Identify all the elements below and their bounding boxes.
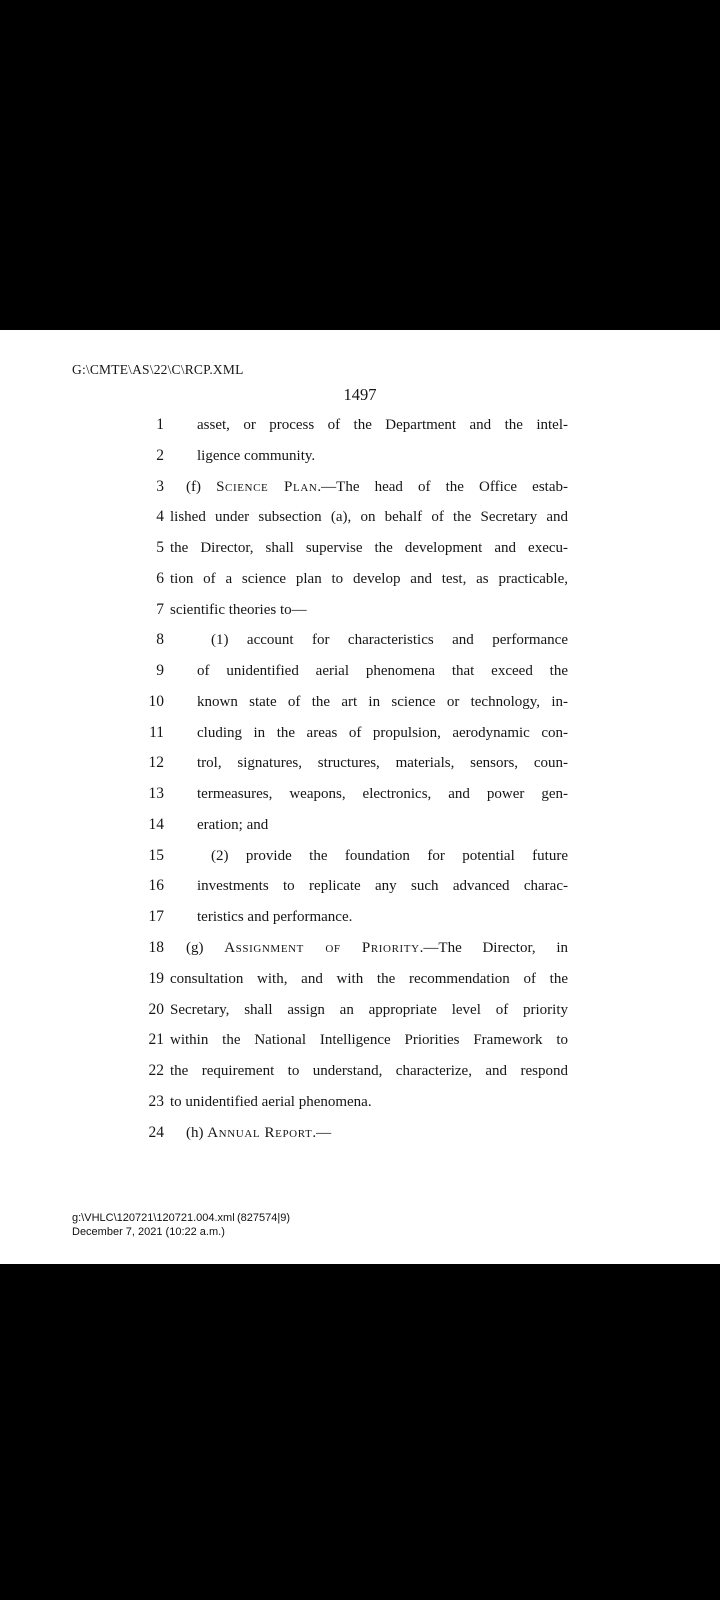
bill-line-text: eration; and — [197, 816, 269, 833]
bill-line — [0, 410, 720, 441]
page-number: 1497 — [343, 385, 377, 404]
bill-line-number: 22 — [148, 1062, 164, 1080]
bill-line-number: 3 — [156, 477, 164, 495]
bill-line-text: ligence community. — [197, 447, 316, 464]
bill-line — [0, 502, 720, 533]
bill-line-text: to unidentified aerial phenomena. — [170, 1093, 372, 1110]
bill-line — [0, 687, 720, 718]
bill-line-text: investments to replicate any such advanced charac- — [197, 878, 568, 895]
bill-line-number: 9 — [156, 662, 164, 680]
bill-line-number: 6 — [156, 569, 164, 587]
bill-line-text: Secretary, shall assign an appropriate level of priority — [170, 1001, 568, 1018]
bill-line-text: termeasures, weapons, electronics, and power gen- — [197, 786, 568, 803]
bill-line — [0, 810, 720, 841]
bill-line-number: 12 — [148, 754, 164, 772]
bill-line-text: of unidentified aerial phenomena that exceed the — [197, 663, 568, 680]
document-page — [0, 330, 720, 1264]
bill-line-text: (2) provide the foundation for potential future — [211, 847, 568, 864]
bill-line-text: asset, or process of the Department and the intel- — [197, 417, 568, 433]
bill-text-lines — [0, 410, 720, 1148]
bill-line — [0, 1056, 720, 1087]
bill-line-number: 15 — [148, 846, 164, 864]
bill-line — [0, 841, 720, 872]
bill-line-number: 24 — [148, 1123, 164, 1141]
bill-line — [0, 718, 720, 749]
bill-line — [0, 748, 720, 779]
bill-line-number: 11 — [149, 723, 164, 741]
footer-doc-ref: (827574|9) — [237, 1212, 291, 1224]
bill-line — [0, 472, 720, 503]
bill-line-text: the Director, shall supervise the development and execu- — [170, 540, 568, 557]
bill-line — [0, 595, 720, 626]
bill-line — [0, 625, 720, 656]
bill-line-number: 23 — [148, 1092, 164, 1110]
footer-date: December 7, 2021 (10:22 a.m.) — [72, 1225, 225, 1238]
bill-line-number: 5 — [156, 539, 164, 557]
bill-line-text: scientific theories to— — [170, 601, 307, 618]
bill-line-text: (1) account for characteristics and performance — [211, 632, 568, 649]
bill-line — [0, 1025, 720, 1056]
bill-line-number: 14 — [148, 815, 164, 833]
bill-line — [0, 964, 720, 995]
bill-line — [0, 1087, 720, 1118]
bill-line — [0, 779, 720, 810]
bill-line-text: (h) Annual Report.— — [186, 1124, 332, 1141]
bill-line-number: 19 — [148, 969, 164, 987]
bill-line-text: within the National Intelligence Priorities Framework to — [170, 1032, 568, 1049]
bill-line — [0, 871, 720, 902]
bill-line — [0, 902, 720, 933]
bill-line-text: tion of a science plan to develop and test, as practicable, — [170, 570, 568, 587]
bill-line-text: the requirement to understand, characterize, and respond — [170, 1063, 568, 1080]
bill-line-number: 8 — [156, 631, 164, 649]
bill-line-number: 18 — [148, 939, 164, 957]
bill-line — [0, 933, 720, 964]
footer-file-path: g:\VHLC\120721\120721.004.xml — [72, 1212, 235, 1224]
bill-line-text: teristics and performance. — [197, 909, 353, 926]
bill-line-number: 13 — [148, 785, 164, 803]
bill-line — [0, 1118, 720, 1149]
bill-line-number: 7 — [156, 600, 164, 618]
bill-line-number: 4 — [156, 508, 164, 526]
bill-line — [0, 995, 720, 1026]
bill-line-number: 20 — [148, 1000, 164, 1018]
bill-line — [0, 533, 720, 564]
bill-line — [0, 441, 720, 472]
bill-line-number: 17 — [148, 908, 164, 926]
bill-line-number: 16 — [148, 877, 164, 895]
bill-line-number: 10 — [148, 692, 164, 710]
bill-line-text: lished under subsection (a), on behalf of the Secretary and — [170, 509, 568, 526]
bill-line-text: cluding in the areas of propulsion, aerodynamic con- — [197, 724, 568, 741]
bill-line-text: consultation with, and with the recommendation of the — [170, 970, 568, 987]
bill-line — [0, 564, 720, 595]
page-footer — [72, 1212, 290, 1239]
bill-line-text: known state of the art in science or technology, in- — [197, 693, 568, 710]
bill-line-number: 1 — [156, 416, 164, 433]
bill-line-number: 2 — [156, 446, 164, 464]
footer-row-file — [72, 1212, 290, 1226]
bill-line-number: 21 — [148, 1031, 164, 1049]
bill-line-text: (g) Assignment of Priority.—The Director, in — [186, 940, 568, 957]
bill-line-text: trol, signatures, structures, materials, sensors, coun- — [197, 755, 568, 772]
header-xml-path: G:\CMTE\AS\22\C\RCP.XML — [72, 362, 244, 377]
bill-line-text: (f) Science Plan.—The head of the Office estab- — [186, 478, 568, 495]
bill-line — [0, 656, 720, 687]
